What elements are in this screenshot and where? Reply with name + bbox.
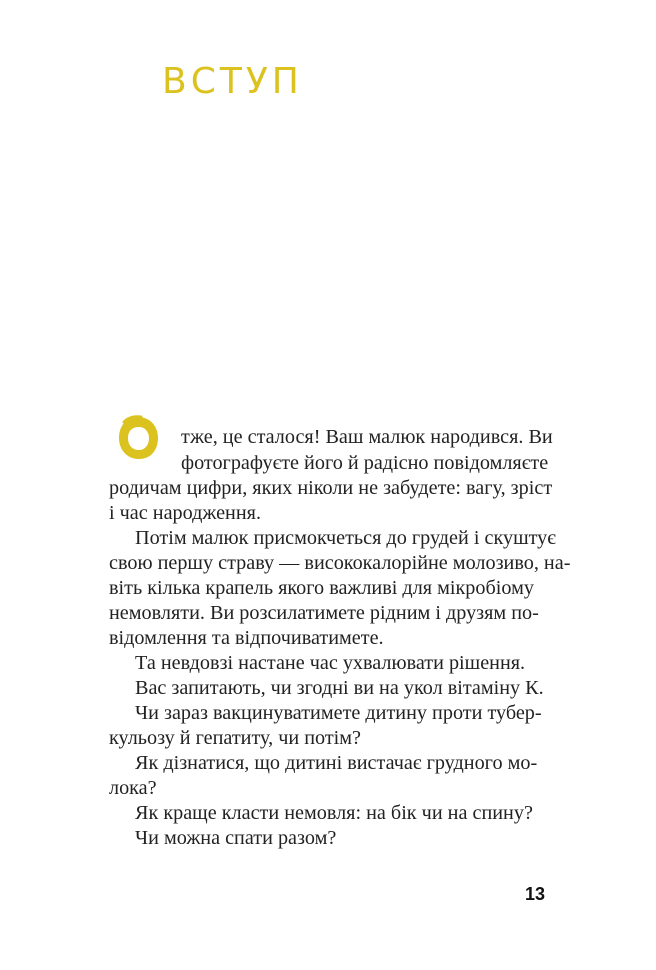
- text-line: родичам цифри, яких ніколи не забудете: вагу, зріст: [109, 477, 553, 499]
- text-line: Як дізнатися, що дитині вистачає грудного мо-: [135, 752, 538, 774]
- chapter-title: ВСТУП: [162, 61, 303, 102]
- text-line: відомлення та відпочиватимете.: [109, 627, 384, 649]
- text-line: свою першу страву — висококалорійне молозиво, на-: [109, 552, 571, 574]
- text-line: Чи можна спати разом?: [135, 827, 337, 849]
- text-line: тже, це сталося! Ваш малюк народився. Ви: [181, 426, 553, 448]
- text-line: і час народження.: [109, 502, 261, 524]
- text-line: Та невдовзі настане час ухвалювати рішення.: [135, 652, 526, 674]
- text-line: Потім малюк присмокчеться до грудей і скуштує: [135, 527, 556, 549]
- text-line: Як краще класти немовля: на бік чи на спину?: [135, 802, 533, 824]
- dropcap-letter-o: [110, 410, 166, 466]
- text-line: немовляти. Ви розсилатимете рідним і друзям по-: [109, 602, 539, 624]
- text-line: віть кілька крапель якого важливі для мікробіому: [109, 577, 534, 599]
- text-line: лока?: [109, 777, 157, 799]
- text-line: кульозу й гепатиту, чи потім?: [109, 727, 362, 749]
- page-number: 13: [524, 884, 545, 904]
- text-line: Чи зараз вакцинуватимете дитину проти тубер-: [135, 702, 542, 724]
- text-line: фотографуєте його й радісно повідомляєте: [181, 452, 549, 474]
- text-line: Вас запитають, чи згодні ви на укол вітаміну К.: [135, 677, 544, 699]
